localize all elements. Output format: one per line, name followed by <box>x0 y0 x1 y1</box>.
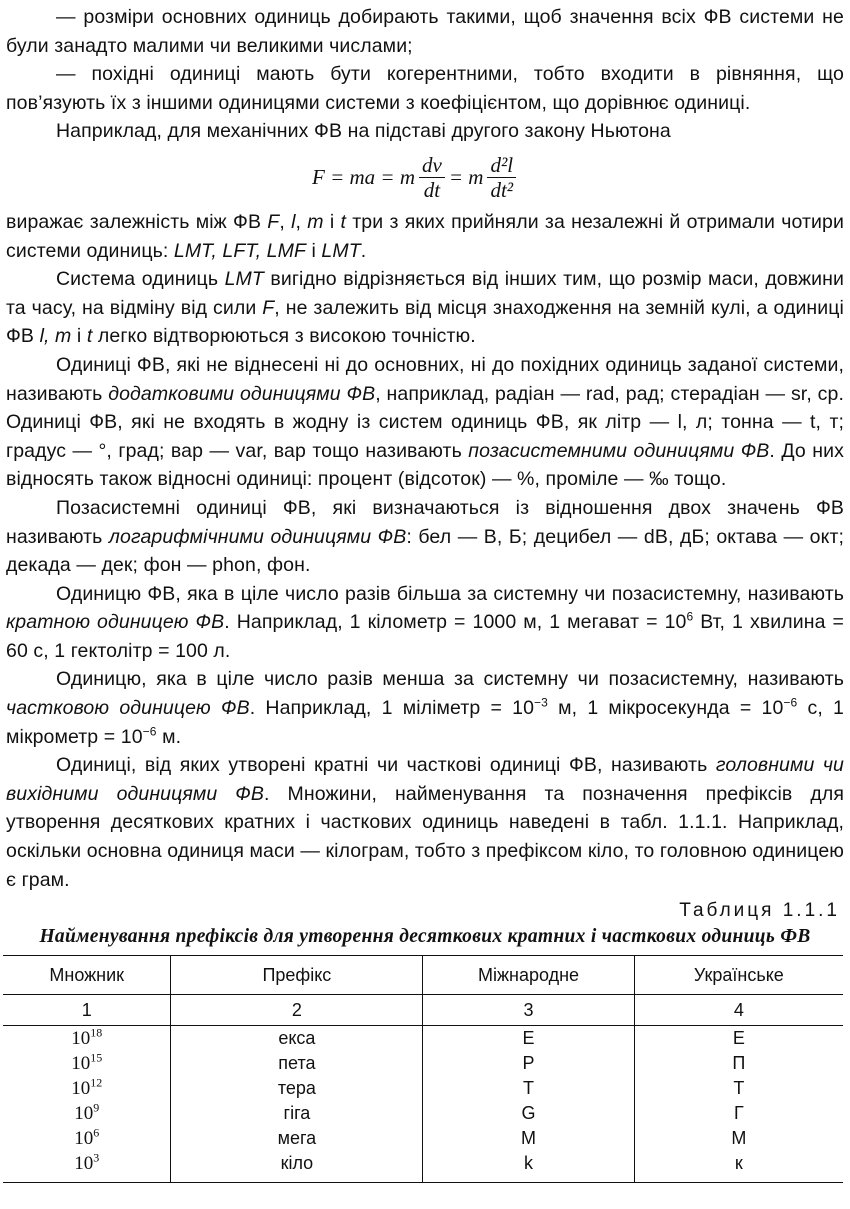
cell-international: T <box>423 1076 634 1101</box>
header-international: Міжнародне <box>423 956 634 995</box>
paragraph-unit-systems: виражає залежність між ФВ F, l, m і t три з яких прийняли за незалежні й отримали чотири системи одиниць: LMT, LFT, LMF і LMT. <box>6 210 844 262</box>
formula-frac2-den: dt² <box>490 178 514 203</box>
paragraph-additional-units: Одиниці ФВ, які не віднесені ні до основних, ні до похідних одиниць заданої системи, називають додатковими одиницями ФВ, наприклад, радіан — rad, рад; стерадіан — sr, ср. Одиниці ФВ, які не входять в жодну із систем одиниць ФВ, як літр — l, л; тонна — t, т; градус — °, град; вар — var, вар тощо називають позасистемними одиницями ФВ. До них відносять також відносні одиниці: процент (відсоток) — %, проміле — ‰ тощо. <box>6 353 844 491</box>
term-submultiple-unit: частковою одиницею ФВ <box>6 697 250 720</box>
term-main-units: головними чи вихідними одиницями ФВ <box>6 754 844 805</box>
table-row <box>3 1026 843 1052</box>
cell-ukrainian: М <box>634 1126 843 1151</box>
paragraph-base-units: — розміри основних одиниць добирають такими, щоб значення всіх ФВ системи не були занадто малими чи великими числами; <box>6 6 844 57</box>
cell-international: k <box>423 1151 634 1183</box>
paragraph-submultiple-units: Одиницю, яка в ціле число разів менша за системну чи позасистемну, називають частковою одиницею ФВ. Наприклад, 1 міліметр = $10^{-3}$ м, 1 мікросекунда = $10^{-6}$ с, 1 мікрометр = $10^{-6}$ м. <box>6 668 844 748</box>
table-title: Найменування префіксів для утворення десяткових кратних і часткових одиниць ФВ <box>39 926 811 948</box>
cell-prefix: тера <box>171 1076 423 1101</box>
cell-prefix: гіга <box>171 1101 423 1126</box>
cell-multiplier: $10^{18}$ <box>71 1025 103 1049</box>
paragraph-coherent-units: — похідні одиниці мають бути когерентними, тобто входити в рівняння, що пов’язують їх з іншими одиницями системи з коефіцієнтом, що дорівнює одиниці. <box>6 63 844 114</box>
paragraph-main-units: Одиниці, від яких утворені кратні чи часткові одиниці ФВ, називають головними чи вихідними одиницями ФВ. Множини, найменування та позначення префіксів для утворення десяткових кратних і часткових одиниць наведені в табл. 1.1.1. Наприклад, оскільки основна одиниця маси — кілограм, тобто з префіксом кіло, то головною одиницею є грам. <box>6 754 844 891</box>
cell-international: E <box>423 1026 634 1052</box>
term-multiple-unit: кратною одиницею ФВ <box>6 611 225 634</box>
column-number: 3 <box>423 995 634 1026</box>
column-number-row <box>3 995 843 1026</box>
cell-multiplier: $10^{15}$ <box>71 1050 103 1074</box>
cell-ukrainian: Г <box>634 1101 843 1126</box>
table-row <box>3 1101 843 1126</box>
table-header-row <box>3 956 843 995</box>
header-multiplier: Множник <box>3 956 171 995</box>
formula-frac1-num: dv <box>419 153 445 178</box>
formula-frac2-num: d²l <box>487 153 516 178</box>
cell-prefix: екса <box>171 1026 423 1052</box>
formula-frac1-den: dt <box>423 178 441 203</box>
column-number: 1 <box>3 995 171 1026</box>
column-number: 2 <box>171 995 423 1026</box>
cell-ukrainian: Е <box>634 1026 843 1052</box>
cell-multiplier: $10^9$ <box>74 1100 100 1124</box>
cell-international: G <box>423 1101 634 1126</box>
cell-international: P <box>423 1051 634 1076</box>
cell-ukrainian: к <box>634 1151 843 1183</box>
formula-lhs: F = ma = m <box>312 165 416 190</box>
table-caption: Таблиця 1.1.1 <box>679 900 840 922</box>
term-log-units: логарифмічними одиницями ФВ <box>108 525 407 548</box>
cell-prefix: пета <box>171 1051 423 1076</box>
table-row <box>3 1076 843 1101</box>
term-nonsystem-units: позасистемними одиницями ФВ <box>468 439 770 462</box>
formula-fraction-d2l-dt2 <box>487 153 516 202</box>
formula-eq2: = m <box>448 165 484 190</box>
paragraph-log-units: Позасистемні одиниці ФВ, які визначаються із відношення двох значень ФВ називають логарифмічними одиницями ФВ: бел — B, Б; децибел — dB, дБ; октава — окт; декада — дек; фон — phon, фон. <box>6 496 845 577</box>
formula-fraction-dv-dt <box>419 153 445 202</box>
cell-multiplier: $10^3$ <box>3 1151 171 1183</box>
prefix-table <box>3 955 843 1183</box>
header-prefix: Префікс <box>171 956 423 995</box>
paragraph-lmt-system: Система одиниць LMT вигідно відрізняється від інших тим, що розмір маси, довжини та часу, на відміну від сили F, не залежить від місця знаходження на земній кулі, а одиниці ФВ l, m і t легко відтворюються з високою точністю. <box>6 268 844 348</box>
term-additional-units: додатковими одиницями ФВ <box>108 382 376 405</box>
cell-international: M <box>423 1126 634 1151</box>
table-row <box>3 1126 843 1151</box>
cell-prefix: мега <box>171 1126 423 1151</box>
column-number: 4 <box>634 995 843 1026</box>
cell-multiplier: $10^6$ <box>74 1125 100 1149</box>
cell-ukrainian: П <box>634 1051 843 1076</box>
document-page <box>6 3 844 1183</box>
table-row <box>3 1151 843 1183</box>
header-ukrainian: Українське <box>634 956 843 995</box>
cell-multiplier: $10^{12}$ <box>71 1075 103 1099</box>
table-row <box>3 1051 843 1076</box>
newton-formula <box>6 146 844 208</box>
paragraph-multiple-units: Одиницю ФВ, яка в ціле число разів більша за системну чи позасистемну, називають кратною одиницею ФВ. Наприклад, 1 кілометр = 1000 м, 1 мегават = $10^6$ Вт, 1 хвилина = 60 с, 1 гектолітр = 100 л. <box>6 582 844 662</box>
cell-prefix: кіло <box>171 1151 423 1183</box>
paragraph-newton-example: Наприклад, для механічних ФВ на підставі другого закону Ньютона <box>56 120 671 143</box>
cell-ukrainian: Т <box>634 1076 843 1101</box>
